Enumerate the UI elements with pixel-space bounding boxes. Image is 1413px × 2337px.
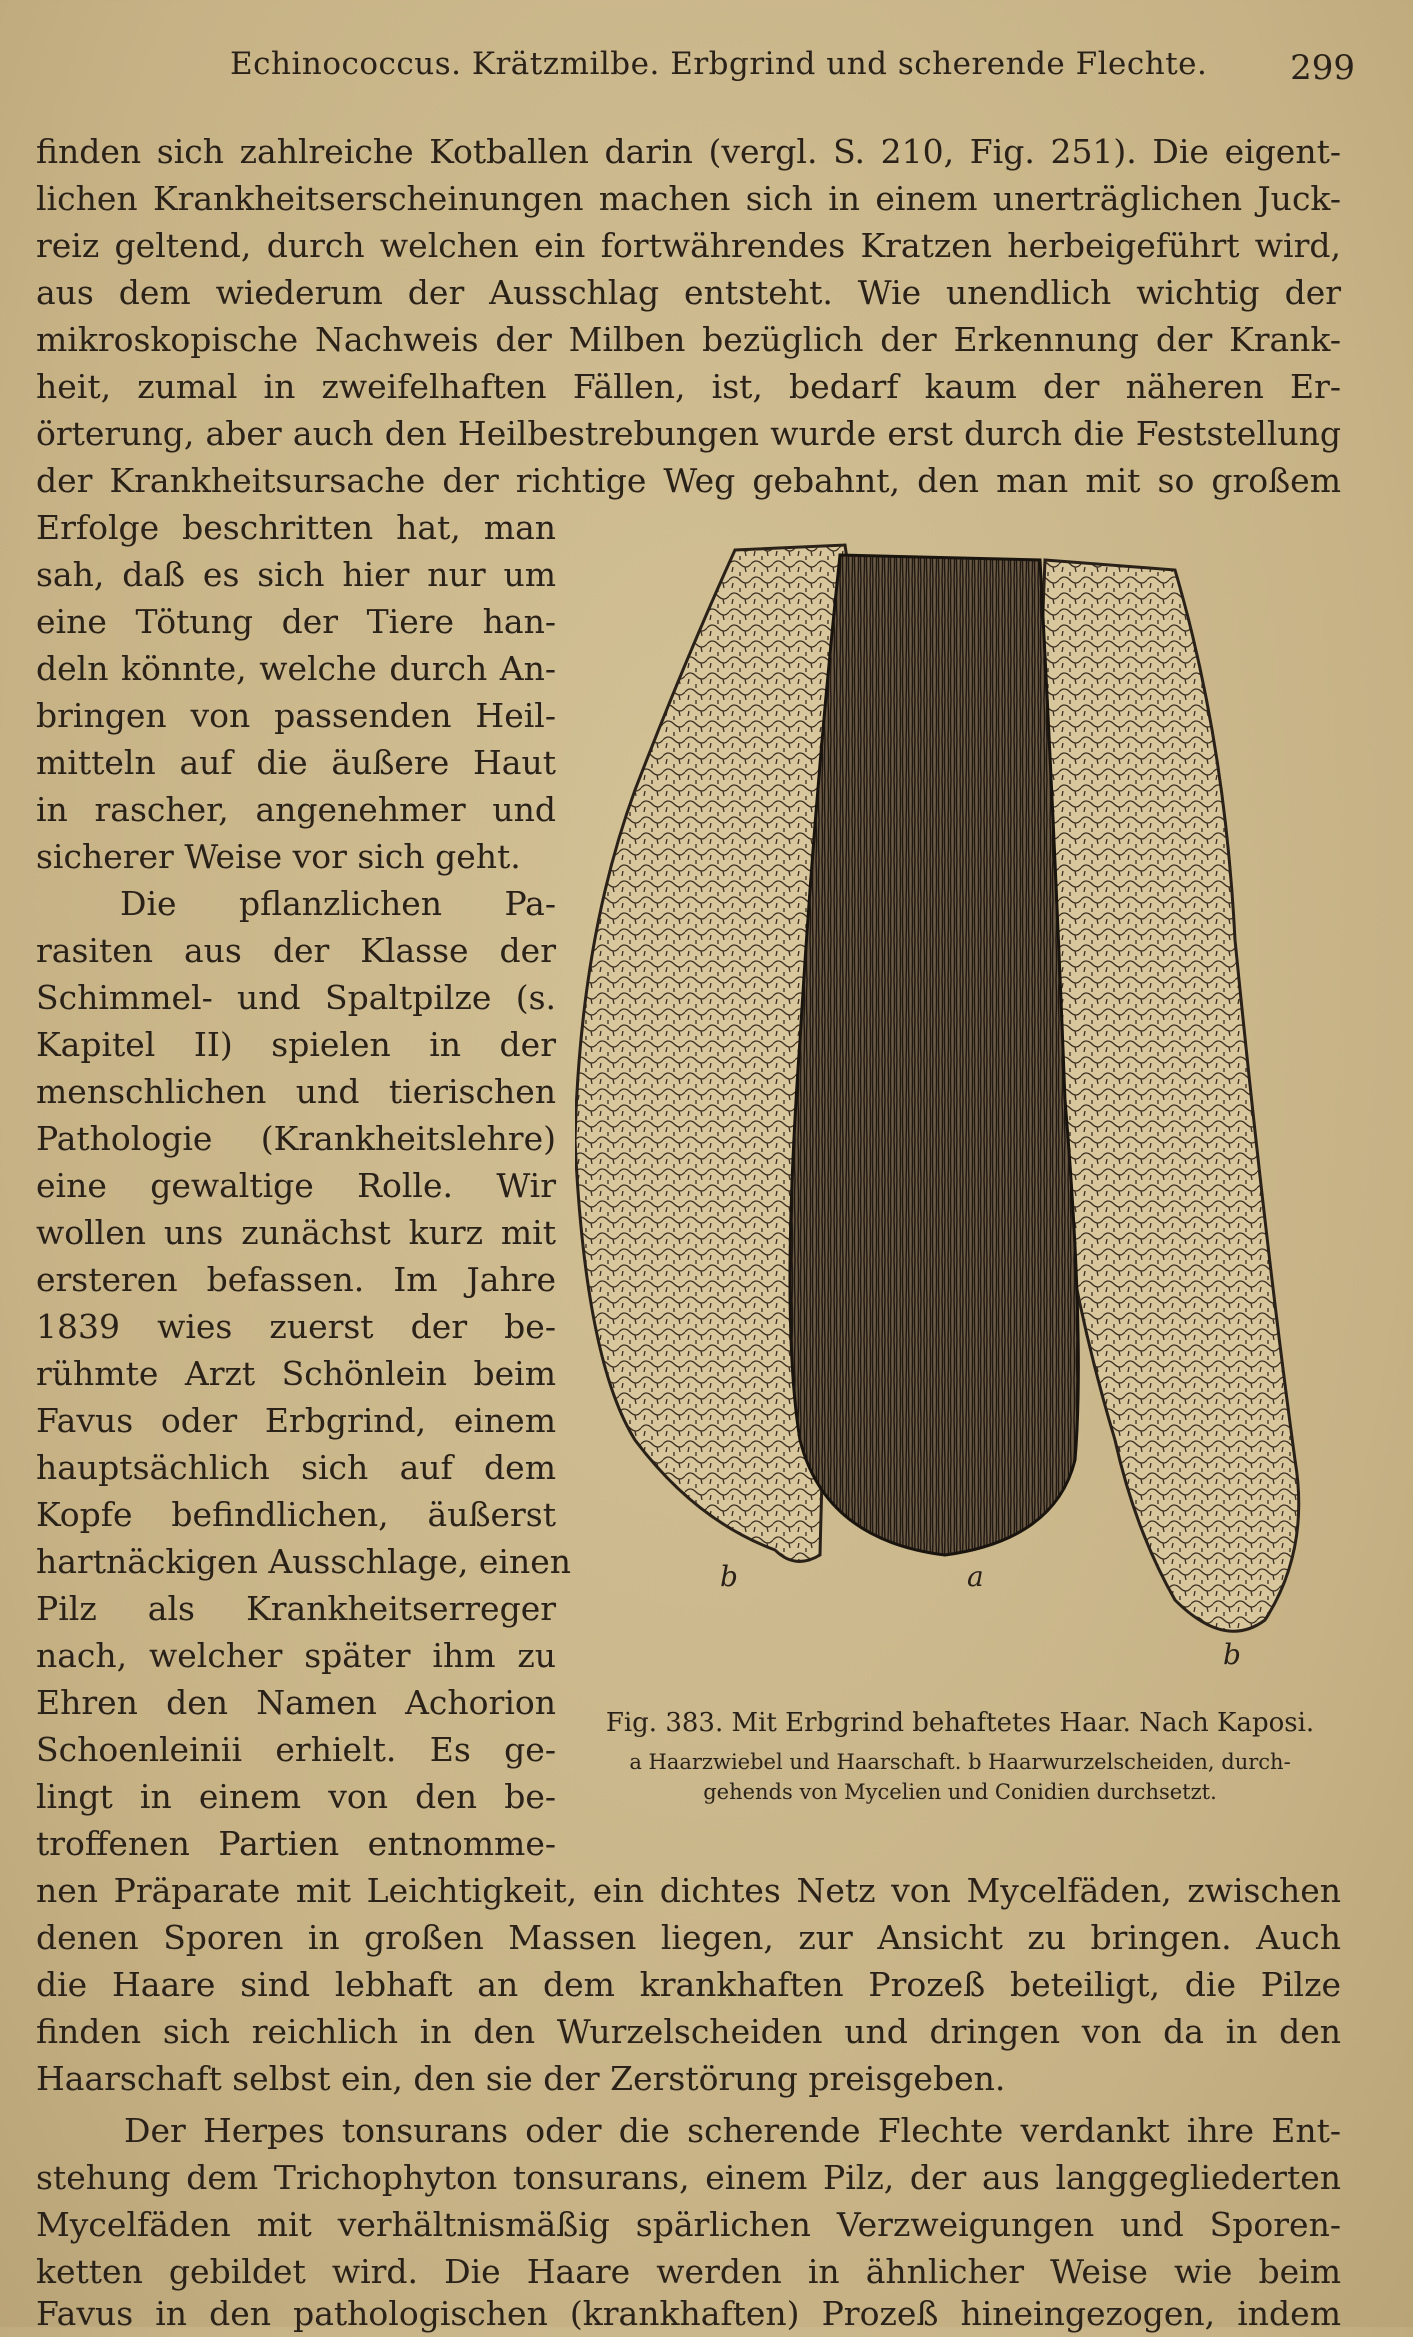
text-line: mikroskopische Nachweis der Milben bezüglich der Erkennung der Krank- <box>36 320 1341 359</box>
text-line: eine gewaltige Rolle. Wir <box>36 1166 556 1205</box>
hair-engraving <box>575 540 1340 1680</box>
text-line: hartnäckigen Ausschlage, einen <box>36 1542 571 1581</box>
figure-label-b-right: b <box>1223 1638 1241 1671</box>
text-line: örterung, aber auch den Heilbestrebungen wurde erst durch die Feststellung <box>36 414 1341 453</box>
text-line: bringen von passenden Heil- <box>36 696 556 735</box>
text-line: Favus oder Erbgrind, einem <box>36 1401 556 1440</box>
text-line: 1839 wies zuerst der be- <box>36 1307 556 1346</box>
text-line: Favus in den pathologischen (krankhaften) Prozeß hineingezogen, indem <box>36 2294 1341 2333</box>
running-head: Echinococcus. Krätzmilbe. Erbgrind und scherende Flechte. <box>230 46 1208 82</box>
page-header <box>230 38 1355 88</box>
figure-label-b-left: b <box>720 1560 738 1593</box>
text-line: ketten gebildet wird. Die Haare werden in ähnlicher Weise wie beim <box>36 2252 1341 2291</box>
text-line: der Krankheitsursache der richtige Weg gebahnt, den man mit so großem <box>36 461 1341 500</box>
text-line: sicherer Weise vor sich geht. <box>36 837 521 876</box>
text-line: rühmte Arzt Schönlein beim <box>36 1354 556 1393</box>
text-line: mitteln auf die äußere Haut <box>36 743 556 782</box>
text-line: lingt in einem von den be- <box>36 1777 556 1816</box>
text-line: Pilz als Krankheitserreger <box>36 1589 556 1628</box>
text-line: heit, zumal in zweifelhaften Fällen, ist, bedarf kaum der näheren Er- <box>36 367 1341 406</box>
text-line: Kapitel II) spielen in der <box>36 1025 556 1064</box>
text-line: rasiten aus der Klasse der <box>36 931 556 970</box>
text-line: nach, welcher später ihm zu <box>36 1636 556 1675</box>
text-line: deln könnte, welche durch An- <box>36 649 556 688</box>
text-line: Haarschaft selbst ein, den sie der Zerstörung preisgeben. <box>36 2059 1006 2098</box>
text-line: nen Präparate mit Leichtigkeit, ein dichtes Netz von Mycelfäden, zwischen <box>36 1871 1341 1910</box>
figure-hair-illustration <box>575 540 1340 1680</box>
text-line: eine Tötung der Tiere han- <box>36 602 556 641</box>
page-number: 299 <box>1290 48 1355 88</box>
text-line: Kopfe befindlichen, äußerst <box>36 1495 556 1534</box>
text-line: Erfolge beschritten hat, man <box>36 508 556 547</box>
text-line: Ehren den Namen Achorion <box>36 1683 556 1722</box>
text-line: hauptsächlich sich auf dem <box>36 1448 556 1487</box>
figure-caption-title: Fig. 383. Mit Erbgrind behaftetes Haar. Nach Kaposi. <box>605 1708 1315 1738</box>
text-line: aus dem wiederum der Ausschlag entsteht. Wie unendlich wichtig der <box>36 273 1341 312</box>
figure-label-a: a <box>967 1560 984 1593</box>
text-line: troffenen Partien entnomme- <box>36 1824 556 1863</box>
text-line: reiz geltend, durch welchen ein fortwährendes Kratzen herbeigeführt wird, <box>36 226 1341 265</box>
text-line: finden sich zahlreiche Kotballen darin (vergl. S. 210, Fig. 251). Die eigent- <box>36 132 1341 171</box>
text-line: Schoenleinii erhielt. Es ge- <box>36 1730 556 1769</box>
text-line: wollen uns zunächst kurz mit <box>36 1213 556 1252</box>
text-line: die Haare sind lebhaft an dem krankhaften Prozeß beteiligt, die Pilze <box>36 1965 1341 2004</box>
text-line: Pathologie (Krankheitslehre) <box>36 1119 556 1158</box>
text-line: stehung dem Trichophyton tonsurans, einem Pilz, der aus langgegliederten <box>36 2158 1341 2197</box>
text-line: in rascher, angenehmer und <box>36 790 556 829</box>
text-line: Schimmel- und Spaltpilze (s. <box>36 978 556 1017</box>
text-line: Mycelfäden mit verhältnismäßig spärlichen Verzweigungen und Sporen- <box>36 2205 1341 2244</box>
figure-caption-line: a Haarzwiebel und Haarschaft. b Haarwurzelscheiden, durch- <box>629 1750 1291 1774</box>
text-line: denen Sporen in großen Massen liegen, zur Ansicht zu bringen. Auch <box>36 1918 1341 1957</box>
text-line: menschlichen und tierischen <box>36 1072 556 1111</box>
text-line: Der Herpes tonsurans oder die scherende Flechte verdankt ihre Ent- <box>124 2111 1341 2150</box>
text-line: lichen Krankheitserscheinungen machen sich in einem unerträglichen Juck- <box>36 179 1341 218</box>
text-line: finden sich reichlich in den Wurzelscheiden und dringen von da in den <box>36 2012 1341 2051</box>
text-line: sah, daß es sich hier nur um <box>36 555 556 594</box>
text-line: ersteren befassen. Im Jahre <box>36 1260 556 1299</box>
text-line: Die pflanzlichen Pa- <box>120 884 556 923</box>
figure-caption-line: gehends von Mycelien und Conidien durchsetzt. <box>703 1780 1217 1804</box>
